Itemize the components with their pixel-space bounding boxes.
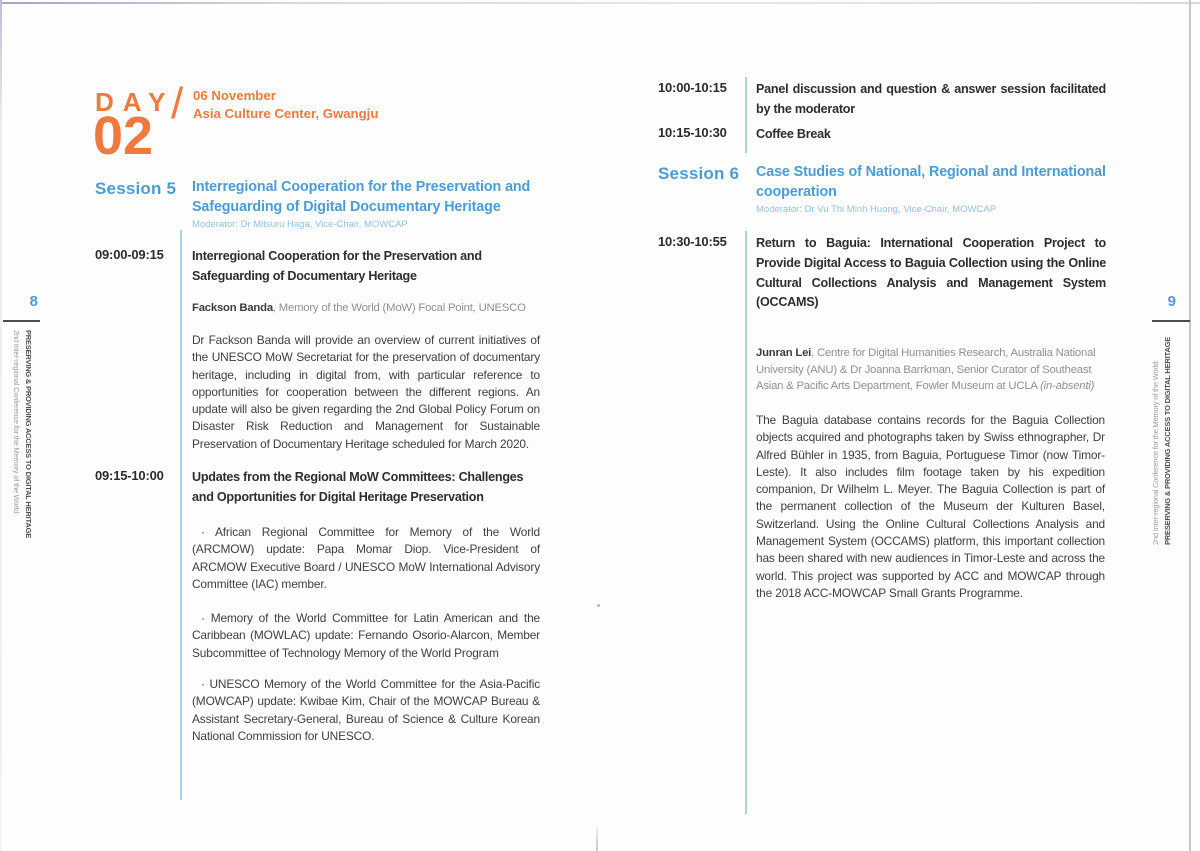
talk1-abstract: Dr Fackson Banda will provide an overview of current initiatives of the UNESCO MoW Secretariat for the preservation of documentary heritage, including in digital from, with particular reference to opportunities for cooperation between the different regions. An update will also be given regarding the 2nd Global Policy Forum on Disaster Risk Reduction and Management for Sustainable Preservation of Documentary Heritage scheduled for March 2020. — [192, 333, 540, 451]
baguia-abstract: The Baguia database contains records for the Baguia Collection objects acquired and photographs taken by Swiss ethnographer, Dr Alfred Bühler in 1935, from Baguia, Portuguese Timor (now Timor-Leste). It also includes film footage taken by his expedition companion, Dr Wilhelm L. Meyer. The Baguia Collection is part of the permanent collection of the Museum der Kulturen Basel, Switzerland. Using the Online Cultural Collections Analysis and Management System (OCCAMS) platform, this important collection has been shared with new audiences in Timor-Leste and across the world. This project was supported by ACC and MOWCAP through the 2018 ACC-MOWCAP Small Grants Programme. — [756, 413, 1105, 600]
scan-left-edge — [0, 0, 2, 851]
slash-divider: / — [171, 79, 184, 128]
talk1-title: Interregional Cooperation for the Preservation and Safeguarding of Documentary Heritage — [192, 249, 482, 283]
right-column-rule-main — [745, 231, 747, 814]
spine-tagline-right: PRESERVING & PROVIDING ACCESS TO DIGITAL HERITAGE — [1163, 336, 1172, 545]
time-1000: 10:00-10:15 — [658, 80, 727, 95]
panel-discussion-title: Panel discussion and question & answer session facilitated by the moderator — [756, 82, 1106, 116]
scan-right-edge — [1189, 0, 1191, 851]
talk2-title: Updates from the Regional MoW Committees: Challenges and Opportunities for Digital Heritage Preservation — [192, 470, 524, 504]
page-number-rule-right — [1152, 320, 1190, 322]
page-number-left: 8 — [29, 293, 38, 310]
time-0915: 09:15-10:00 — [95, 468, 164, 483]
time-0900: 09:00-09:15 — [95, 247, 164, 262]
session5-label: Session 5 — [95, 179, 177, 198]
time-1015: 10:15-10:30 — [658, 125, 727, 140]
spine-text-right — [1150, 330, 1174, 545]
page-number-rule-left — [3, 320, 40, 322]
day-number: 02 — [93, 106, 154, 166]
talk2-bullet-mowcap: · UNESCO Memory of the World Committee for the Asia-Pacific (MOWCAP) update: Kwibae Kim, Chair of the MOWCAP Bureau & Assistant Secretary-General, Bureau of Science & Culture Korean National Commission for UNESCO. — [192, 677, 540, 743]
baguia-speaker-inabsenti: (in-absenti) — [1040, 380, 1095, 392]
day-meta — [193, 87, 453, 122]
talk2-bullet-arcmow: · African Regional Committee for Memory of the World (ARCMOW) update: Papa Momar Diop. Vice-President of ARCMOW Executive Board / UNESCO MoW International Advisory Committee (IAC) member. — [192, 525, 540, 591]
scan-speck — [597, 604, 600, 607]
day-label: DAY — [95, 87, 175, 117]
spine-tagline-left: PRESERVING & PROVIDING ACCESS TO DIGITAL HERITAGE — [24, 330, 33, 539]
baguia-speaker-affiliation: , Centre for Digital Humanities Research, Australia National University (ANU) & Dr Joanna Barrkman, Senior Curator of Southeast Asian & Pacific Arts Department, Fowler Museum at UCLA — [756, 347, 1096, 392]
talk1-speaker — [192, 300, 544, 317]
baguia-speakers — [756, 345, 1106, 395]
talk2-bullet-mowlac: · Memory of the World Committee for Latin American and the Caribbean (MOWLAC) update: Fernando Osorio-Alarcon, Member Subcommittee of Technology Memory of the World Program — [192, 611, 540, 660]
baguia-speaker-name: Junran Lei — [756, 347, 812, 359]
talk1-speaker-affiliation: , Memory of the World (MoW) Focal Point, UNESCO — [272, 302, 526, 314]
session5-title: Interregional Cooperation for the Preservation and Safeguarding of Digital Documentary Heritage — [192, 179, 531, 215]
time-1030: 10:30-10:55 — [658, 234, 727, 249]
left-column-rule — [180, 230, 182, 800]
session6-title: Case Studies of National, Regional and International cooperation — [756, 164, 1106, 200]
session5-header — [192, 177, 554, 231]
talk1-speaker-name: Fackson Banda — [192, 302, 273, 314]
session6-label: Session 6 — [658, 164, 740, 183]
scan-fold-mark — [596, 827, 598, 851]
day-date: 06 November — [193, 88, 276, 103]
spine-conference-name-right: 2nd Inter-regional Conference for the Memory of the World: — [1151, 359, 1160, 545]
day-venue: Asia Culture Center, Gwangju — [193, 105, 379, 121]
page-number-right: 9 — [1167, 293, 1176, 310]
spine-text-left — [10, 330, 34, 545]
session6-header — [756, 162, 1118, 216]
baguia-title: Return to Baguia: International Cooperation Project to Provide Digital Access to Baguia Collection using the Online Cultural Collections Analysis and Management System (OCCAMS) — [756, 236, 1106, 310]
coffee-break-label: Coffee Break — [756, 127, 831, 141]
right-column-rule-top — [745, 77, 747, 153]
scan-top-edge — [0, 2, 1200, 4]
spine-conference-name-left: 2nd Inter-regional Conference for the Memory of the World: — [12, 330, 21, 516]
session6-moderator: Moderator: Dr Vu Thi Minh Huong, Vice-Chair, MOWCAP — [756, 204, 997, 215]
session5-moderator: Moderator: Dr Mitsuru Haga, Vice-Chair, MOWCAP — [192, 219, 408, 230]
